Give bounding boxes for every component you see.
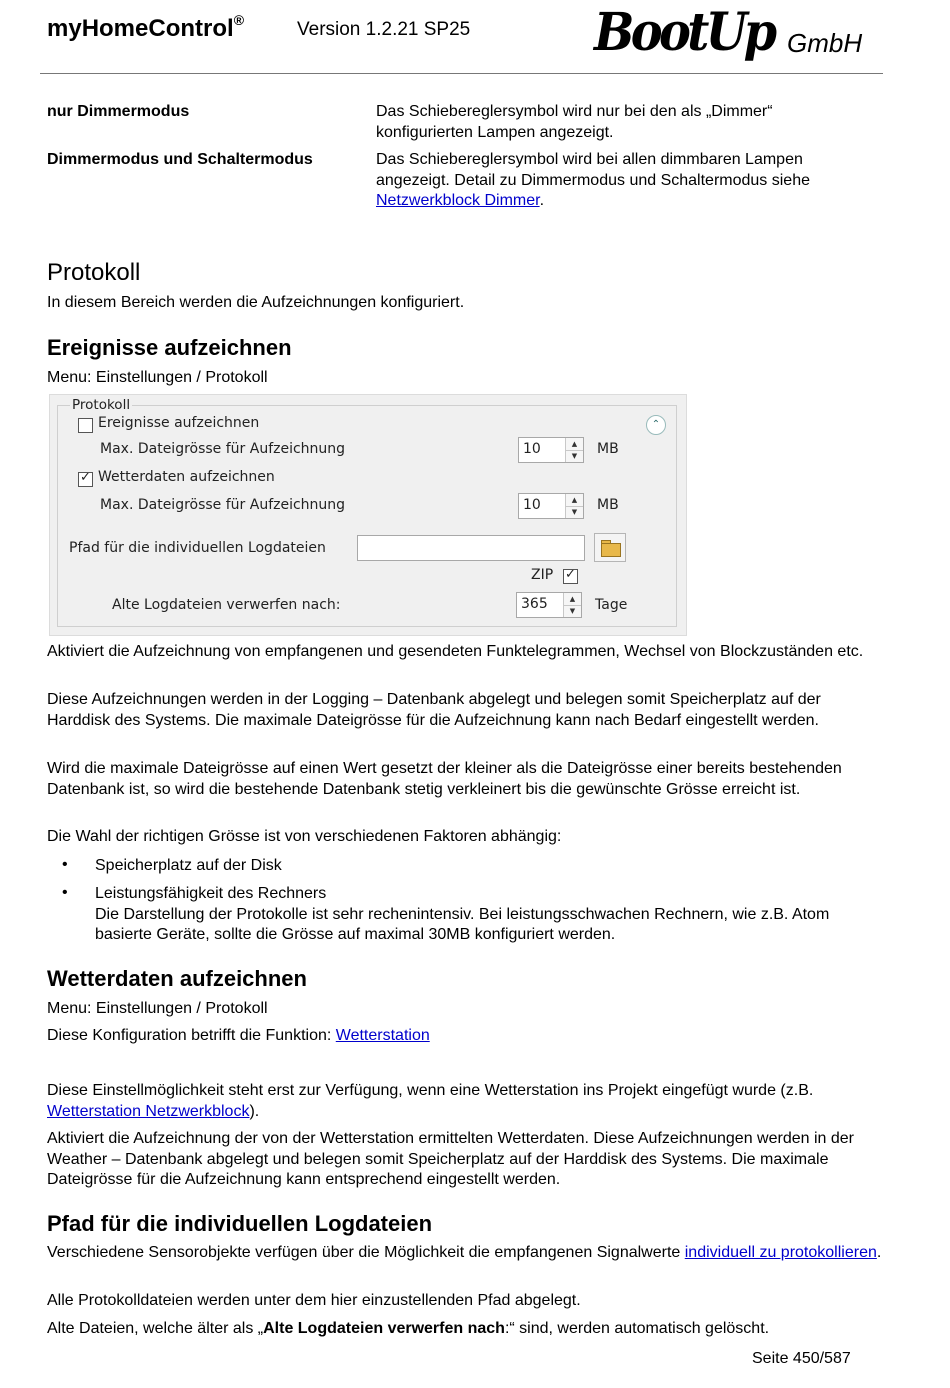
weather-size-label: Max. Dateigrösse für Aufzeichnung	[100, 497, 346, 513]
link-individuell-protokollieren[interactable]: individuell zu protokollieren	[684, 1244, 877, 1261]
zip-checkbox[interactable]	[563, 569, 578, 584]
heading-wetterdaten: Wetterdaten aufzeichnen	[47, 966, 307, 991]
discard-days-stepper[interactable]	[516, 592, 582, 618]
stepper-buttons	[563, 593, 581, 617]
stepper-buttons	[565, 494, 583, 518]
bullet-detail: Die Darstellung der Protokolle ist sehr rechenintensiv. Bei leistungsschwachen Rechnern, wie z.B. Atom basierte Geräte, sollte die Grösse auf maximal 30MB konfiguriert werden.	[95, 905, 830, 943]
header-divider	[40, 73, 883, 74]
bullet-item: Speicherplatz auf der Disk	[95, 857, 282, 874]
wetter-function: Diese Konfiguration betrifft die Funktion: Wetterstation	[47, 1027, 430, 1044]
folder-icon-body	[601, 543, 621, 557]
ereignisse-paragraph: Diese Aufzeichnungen werden in der Logging – Datenbank abgelegt und belegen somit Speicherplatz auf der Harddisk des Systems. Die maximale Dateigrösse für die Aufzeichnung kann nach Bedarf eingestellt werden.	[47, 691, 821, 729]
wetter-paragraph: Aktiviert die Aufzeichnung der von der Wetterstation ermittelten Wetterdaten. Diese Aufzeichnungen werden in der Weather – Datenbank abgelegt und belegen somit Speicherplatz auf der Harddisk des Systems. Die maximale Dateigrösse für die Aufzeichnung kann entsprechend eingestellt werden.	[47, 1130, 854, 1188]
stepper-up-icon[interactable]: ▲	[566, 438, 583, 451]
page-number: Seite 450/587	[752, 1350, 851, 1367]
product-title	[47, 14, 244, 43]
ereignisse-paragraph: Wird die maximale Dateigrösse auf einen Wert gesetzt der kleiner als die Dateigrösse einer bereits bestehenden Datenbank ist, so wird die bestehende Datenbank stetig verkleinert bis die gewünschte Grösse erreicht ist.	[47, 760, 842, 798]
stepper-down-icon[interactable]: ▼	[569, 607, 576, 615]
pfad-paragraph: Alte Dateien, welche älter als „Alte Logdateien verwerfen nach:“ sind, werden automatisch gelöscht.	[47, 1320, 770, 1337]
bullet-item	[95, 884, 885, 946]
stepper-up-icon[interactable]: ▲	[566, 494, 583, 507]
pfad-paragraph: Alle Protokolldateien werden unter dem hier einzustellenden Pfad abgelegt.	[47, 1292, 581, 1309]
version-label: Version 1.2.21 SP25	[297, 19, 471, 40]
logo-gmbh: GmbH	[787, 28, 863, 58]
weather-checkbox[interactable]	[78, 472, 93, 487]
weather-size-unit: MB	[597, 497, 619, 513]
heading-ereignisse: Ereignisse aufzeichnen	[47, 335, 292, 360]
group-title: Protokoll	[72, 397, 131, 413]
stepper-down-icon[interactable]: ▼	[571, 452, 578, 460]
events-size-unit: MB	[597, 441, 619, 457]
heading-pfad: Pfad für die individuellen Logdateien	[47, 1211, 433, 1236]
definition-desc: Das Schiebereglersymbol wird nur bei den als „Dimmer“ konfigurierten Lampen angezeigt.	[376, 103, 773, 141]
definition-term: nur Dimmermodus	[47, 103, 190, 120]
discard-label: Alte Logdateien verwerfen nach:	[112, 597, 341, 613]
registered-mark: ®	[233, 12, 245, 28]
link-wetterstation-netzwerkblock[interactable]: Wetterstation Netzwerkblock	[47, 1102, 250, 1120]
weather-checkbox-label: Wetterdaten aufzeichnen	[98, 469, 275, 485]
discard-days-unit: Tage	[595, 597, 628, 613]
stepper-buttons	[565, 438, 583, 462]
definition-term: Dimmermodus und Schaltermodus	[47, 151, 313, 168]
company-logo	[594, 2, 884, 66]
protokoll-group	[57, 397, 677, 627]
link-wetterstation[interactable]: Wetterstation	[335, 1027, 430, 1044]
events-checkbox-label: Ereignisse aufzeichnen	[98, 415, 260, 431]
events-checkbox[interactable]	[78, 418, 93, 433]
logo-bootup: BootUp	[594, 2, 774, 63]
events-size-stepper[interactable]	[518, 437, 584, 463]
path-input[interactable]	[357, 535, 585, 561]
pfad-paragraph: Verschiedene Sensorobjekte verfügen über die Möglichkeit die empfangenen Signalwerte individuell zu protokollieren.	[47, 1244, 882, 1261]
events-size-value: 10	[523, 441, 541, 457]
weather-size-value: 10	[523, 497, 541, 513]
product-name: myHomeControl	[47, 15, 234, 42]
zip-label: ZIP	[531, 567, 554, 583]
bullet-title: Leistungsfähigkeit des Rechners	[95, 885, 327, 902]
protokoll-intro: In diesem Bereich werden die Aufzeichnungen konfiguriert.	[47, 294, 465, 311]
heading-protokoll: Protokoll	[47, 259, 141, 286]
protokoll-settings-panel	[49, 394, 687, 636]
menu-path: Menu: Einstellungen / Protokoll	[47, 1000, 268, 1017]
wetter-paragraph: Diese Einstellmöglichkeit steht erst zur Verfügung, wenn eine Wetterstation ins Projekt eingefügt wurde (z.B. Wetterstation Netzwerkblock).	[47, 1082, 814, 1120]
discard-days-value: 365	[521, 596, 548, 612]
check-icon: ✓	[565, 567, 576, 582]
ereignisse-paragraph: Die Wahl der richtigen Grösse ist von verschiedenen Faktoren abhängig:	[47, 828, 562, 845]
bullet-icon: •	[62, 884, 68, 901]
definition-desc: Das Schiebereglersymbol wird bei allen dimmbaren Lampen angezeigt. Detail zu Dimmermodus und Schaltermodus siehe Netzwerkblock Dimmer.	[376, 151, 810, 209]
stepper-up-icon[interactable]: ▲	[564, 593, 581, 606]
link-netzwerkblock-dimmer[interactable]: Netzwerkblock Dimmer	[376, 192, 540, 209]
weather-size-stepper[interactable]	[518, 493, 584, 519]
menu-path: Menu: Einstellungen / Protokoll	[47, 369, 268, 386]
check-icon: ✓	[80, 470, 91, 485]
path-label: Pfad für die individuellen Logdateien	[69, 540, 326, 556]
browse-folder-button[interactable]	[594, 533, 626, 562]
ereignisse-paragraph: Aktiviert die Aufzeichnung von empfangenen und gesendeten Funktelegrammen, Wechsel von Blockzuständen etc.	[47, 643, 864, 660]
events-size-label: Max. Dateigrösse für Aufzeichnung	[100, 441, 346, 457]
stepper-down-icon[interactable]: ▼	[571, 508, 578, 516]
bullet-icon: •	[62, 856, 68, 873]
collapse-icon[interactable]: ⌃	[646, 415, 666, 435]
